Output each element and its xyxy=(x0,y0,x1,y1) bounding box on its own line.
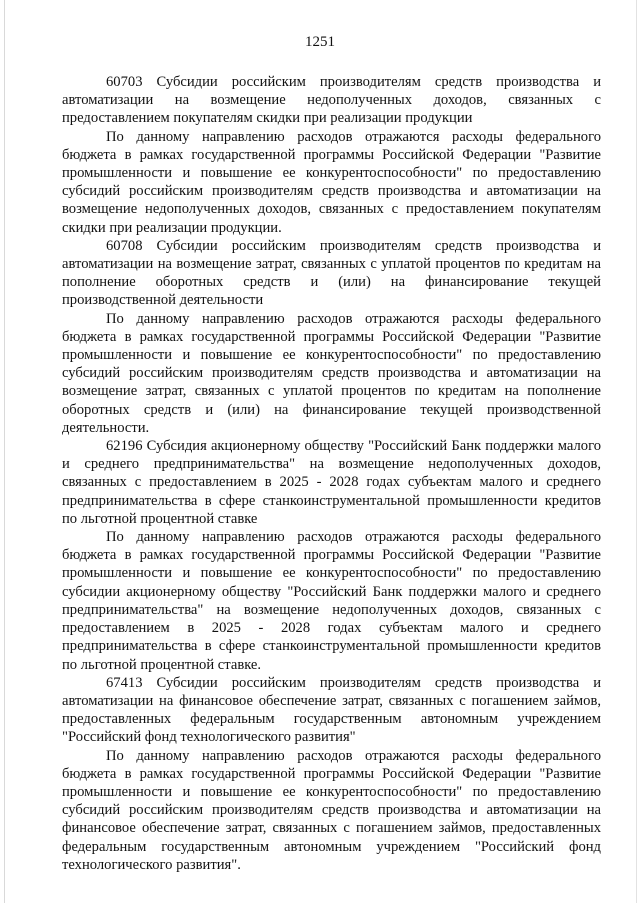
description-62196: По данному направлению расходов отражаются расходы федерального бюджета в рамках государственной программы Российской Федерации "Развитие промышленности и повышение ее конкурентоспособности" по предоставлению субсидии акционерному обществу "Российский Банк поддержки малого и среднего предпринимательства" на возмещение недополученных доходов, связанных с предоставлением в 2025 - 2028 годах субъектам малого и среднего предпринимательства в сфере станкоинструментальной промышленности кредитов по льготной процентной ставке. xyxy=(62,529,601,673)
description-60708: По данному направлению расходов отражаются расходы федерального бюджета в рамках государственной программы Российской Федерации "Развитие промышленности и повышение ее конкурентоспособности" по предоставлению субсидий российским производителям средств производства и автоматизации на возмещение затрат, связанных с уплатой процентов по кредитам на пополнение оборотных средств и (или) на финансирование текущей производственной деятельности. xyxy=(62,310,601,436)
scan-edge-left xyxy=(4,0,5,903)
page-number: 1251 xyxy=(305,34,335,50)
scan-edge-right xyxy=(636,0,637,903)
code-heading-60708: 60708 Субсидии российским производителям средств производства и автоматизации на возмещение затрат, связанных с уплатой процентов по кредитам на пополнение оборотных средств и (или) на финансирование текущей производственной деятельности xyxy=(62,237,601,309)
document-body xyxy=(62,73,601,874)
code-heading-67413: 67413 Субсидии российским производителям средств производства и автоматизации на финансовое обеспечение затрат, связанных с погашением займов, предоставленных федеральным государственным автономным учреждением "Российский фонд технологического развития" xyxy=(62,674,601,746)
code-heading-62196: 62196 Субсидия акционерному обществу "Российский Банк поддержки малого и среднего предпринимательства" на возмещение недополученных доходов, связанных с предоставлением в 2025 - 2028 годах субъектам малого и среднего предпринимательства в сфере станкоинструментальной промышленности кредитов по льготной процентной ставке xyxy=(62,438,601,527)
description-67413: По данному направлению расходов отражаются расходы федерального бюджета в рамках государственной программы Российской Федерации "Развитие промышленности и повышение ее конкурентоспособности" по предоставлению субсидий российским производителям средств производства и автоматизации на финансовое обеспечение затрат, связанных с погашением займов, предоставленных федеральным государственным автономным учреждением "Российский фонд технологического развития". xyxy=(62,747,601,873)
description-60703: По данному направлению расходов отражаются расходы федерального бюджета в рамках государственной программы Российской Федерации "Развитие промышленности и повышение ее конкурентоспособности" по предоставлению субсидий российским производителям средств производства и автоматизации на возмещение недополученных доходов, связанных с предоставлением покупателям скидки при реализации продукции. xyxy=(62,128,601,236)
code-heading-60703: 60703 Субсидии российским производителям средств производства и автоматизации на возмещение недополученных доходов, связанных с предоставлением покупателям скидки при реализации продукции xyxy=(62,74,601,127)
